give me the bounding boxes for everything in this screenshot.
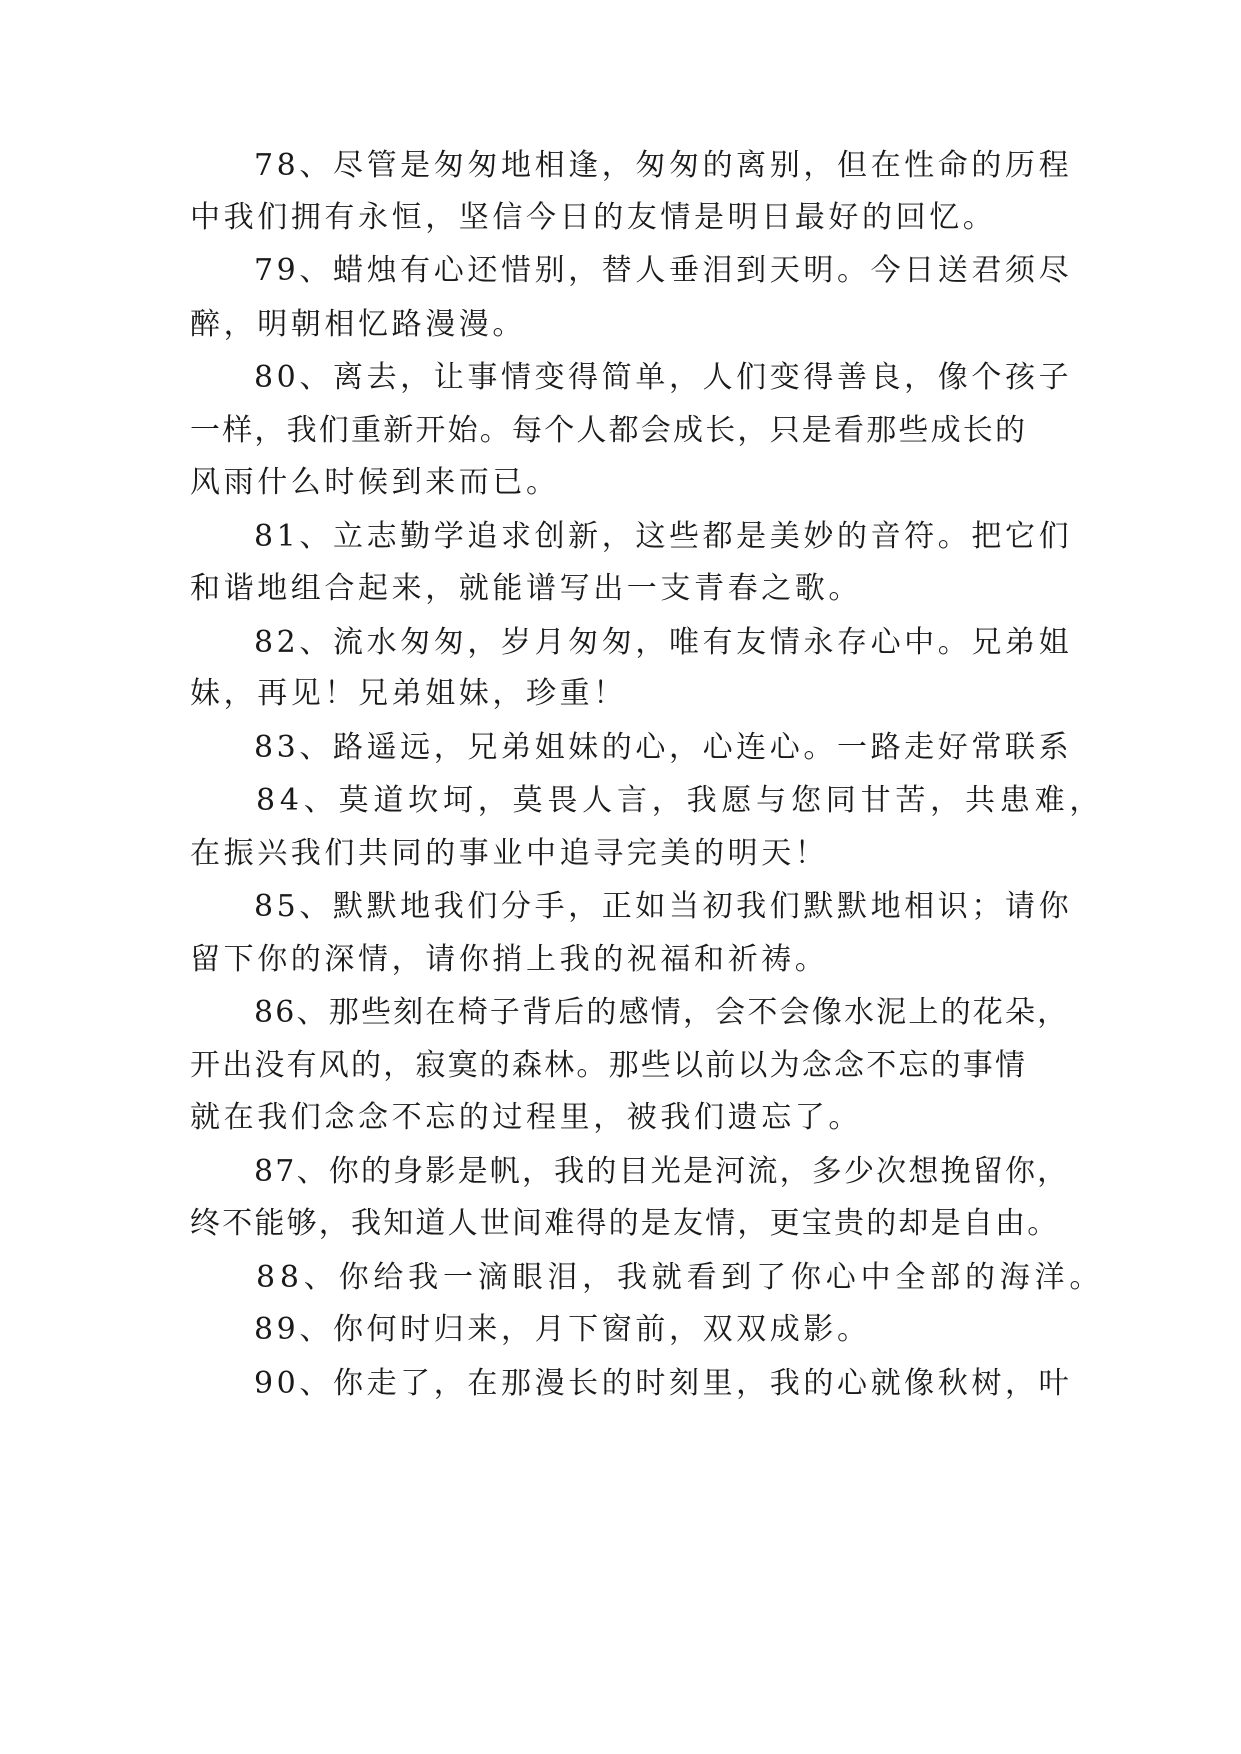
paragraph-86-line-3: 就在我们念念不忘的过程里，被我们遗忘了。	[190, 1100, 862, 1135]
paragraph-81-line-1: 81、立志勤学追求创新，这些都是美妙的音符。把它们	[254, 519, 1073, 554]
paragraph-90-line-1: 90、你走了，在那漫长的时刻里，我的心就像秋树，叶	[254, 1366, 1073, 1401]
paragraph-84-line-1: 84、莫道坎坷，莫畏人言，我愿与您同甘苦，共患难，	[256, 783, 1105, 818]
paragraph-80-line-1: 80、离去，让事情变得简单，人们变得善良，像个孩子	[254, 360, 1073, 395]
paragraph-80-line-2: 一样，我们重新开始。每个人都会成长，只是看那些成长的	[190, 413, 1028, 448]
paragraph-89-line-1: 89、你何时归来，月下窗前，双双成影。	[254, 1312, 871, 1347]
paragraph-88-line-1: 88、你给我一滴眼泪，我就看到了你心中全部的海洋。	[256, 1260, 1105, 1295]
paragraph-82-line-2: 妹，再见！兄弟姐妹，珍重！	[190, 676, 627, 711]
paragraph-84-line-2: 在振兴我们共同的事业中追寻完美的明天！	[190, 836, 829, 871]
paragraph-86-line-1: 86、那些刻在椅子背后的感情，会不会像水泥上的花朵，	[254, 995, 1070, 1030]
paragraph-82-line-1: 82、流水匆匆，岁月匆匆，唯有友情永存心中。兄弟姐	[254, 625, 1073, 660]
paragraph-78-line-2: 中我们拥有永恒，坚信今日的友情是明日最好的回忆。	[190, 200, 997, 235]
paragraph-78-line-1: 78、尽管是匆匆地相逢，匆匆的离别，但在性命的历程	[254, 148, 1073, 183]
paragraph-85-line-2: 留下你的深情，请你捎上我的祝福和祈祷。	[190, 942, 829, 977]
paragraph-87-line-1: 87、你的身影是帆，我的目光是河流，多少次想挽留你，	[254, 1154, 1070, 1189]
paragraph-81-line-2: 和谐地组合起来，就能谱写出一支青春之歌。	[190, 571, 862, 606]
paragraph-87-line-2: 终不能够，我知道人世间难得的是友情，更宝贵的却是自由。	[190, 1206, 1060, 1241]
paragraph-79-line-2: 醉，明朝相忆路漫漫。	[190, 307, 526, 342]
paragraph-85-line-1: 85、默默地我们分手，正如当初我们默默地相识；请你	[254, 889, 1073, 924]
paragraph-86-line-2: 开出没有风的，寂寞的森林。那些以前以为念念不忘的事情	[190, 1048, 1028, 1083]
paragraph-80-line-3: 风雨什么时候到来而已。	[190, 465, 560, 500]
paragraph-79-line-1: 79、蜡烛有心还惜别，替人垂泪到天明。今日送君须尽	[254, 253, 1073, 288]
paragraph-83-line-1: 83、路遥远，兄弟姐妹的心，心连心。一路走好常联系	[254, 730, 1073, 765]
